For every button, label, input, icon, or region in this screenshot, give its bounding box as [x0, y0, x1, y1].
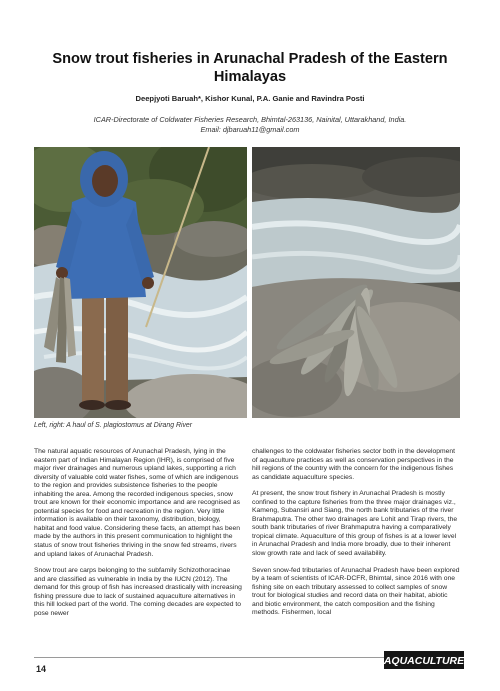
- affiliation-text: ICAR-Directorate of Coldwater Fisheries Research, Bhimtal-263136, Nainital, Uttarakhand, India.: [93, 115, 407, 124]
- author-affiliation: [24, 115, 476, 135]
- aquaculture-logo: [384, 651, 464, 669]
- logo-text: AQUACULTURE: [384, 655, 464, 667]
- article-authors: Deepjyoti Baruah*, Kishor Kunal, P.A. Ganie and Ravindra Posti: [135, 94, 365, 103]
- paragraph: At present, the snow trout fishery in Arunachal Pradesh is mostly confined to the capture fisheries from the three major drainages viz., Kameng, Subansiri and Siang, the north bank tributaries of the river Brahmaputra. The other two drainages are Lohit and Tirap rivers, the south bank tributaries of river Brahmaputra having a comparatively tropical climate. Aquaculture of this group of fishes is at a lower level in Arunachal Pradesh and India more broadly, due to their inherent slow growth rate and lack of seed availability.: [252, 490, 458, 558]
- footer-divider: [34, 657, 432, 658]
- paragraph: Snow trout are carps belonging to the subfamily Schizothoracinae and are classified as vulnerable in India by the IUCN (2012). The demand for this group of fish has increased drastically with increasing fishing pressure due to lack of sustained aquaculture alternatives in this hill locked part of the world. The coming decades are expected to pose newer: [34, 567, 242, 617]
- body-column-left: [34, 448, 242, 626]
- paragraph: The natural aquatic resources of Arunachal Pradesh, lying in the eastern part of Indian Himalayan Region (IHR), is comprised of five major river drainages and numerous upland lakes, supporting a rich diversity of valuable cold water fishes, some of which are indigenous to the region and provides subsistence fisheries to the people inhabiting the area. Among the recorded indigenous species, snow trout are known for their economic importance and are recognised as potential species for food and recreation in the region. Very little information is available on their taxonomy, distribution, biology, habitat and food value. Considering these facts, an attempt has been made by the authors in this present communication to highlight the status of snow trout fisheries thriving in the snow fed streams, rivers and upland lakes of Arunachal Pradesh.: [34, 448, 241, 558]
- article-title: Snow trout fisheries in Arunachal Pradesh of the Eastern Himalayas: [52, 51, 448, 85]
- page-number: 14: [36, 664, 47, 674]
- photo-fish-catch: [252, 147, 460, 418]
- photo-fisherman: [34, 147, 247, 418]
- paragraph: challenges to the coldwater fisheries sector both in the development of aquaculture practices as well as conservation perspectives in the hill regions of the country with the concern for the indigenous fishes as candidate aquaculture species.: [252, 448, 455, 481]
- photo-caption: Left, right: A haul of S. plagiostomus at Dirang River: [34, 422, 193, 429]
- paragraph: Seven snow-fed tributaries of Arunachal Pradesh have been explored by a team of scientists of ICAR-DCFR, Bhimtal, since 2016 with one fishing site on each tributary assessed to collect samples of snow trout for biological studies and record data on their habitat, abiotic and biotic environment, the catch composition and the fishing methods. Fishermen, local: [252, 566, 460, 617]
- author-email: Email: djbaruah11@gmail.com: [200, 125, 300, 134]
- body-column-right: [252, 448, 460, 626]
